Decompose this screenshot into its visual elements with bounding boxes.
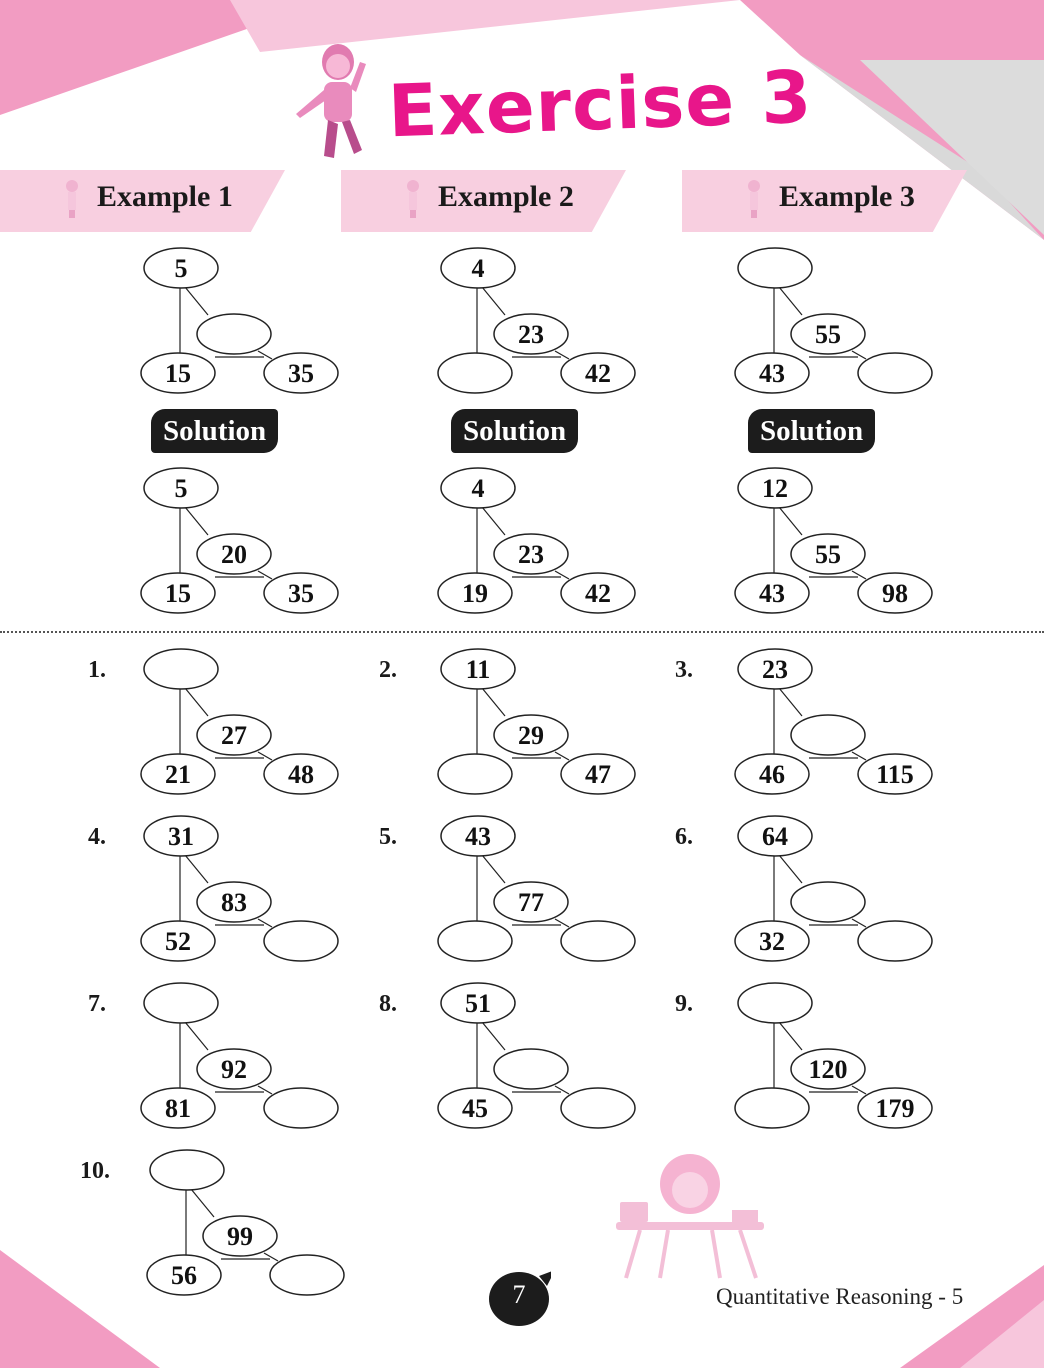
question-number: 4. [88,824,106,850]
oval-left-value: 56 [171,1261,197,1290]
oval-mid[interactable] [791,1049,865,1089]
book-title: Quantitative Reasoning - 5 [716,1284,964,1309]
oval-mid-value: 92 [221,1055,247,1084]
example-1-diagram [140,247,340,388]
oval-top-value: 4 [471,254,485,283]
oval-top[interactable] [441,649,515,689]
oval-mid-value: 29 [518,721,544,750]
oval-mid [494,534,568,574]
oval-right[interactable] [561,754,635,794]
oval-mid[interactable] [494,715,568,755]
girl-character-icon [290,42,380,164]
example-3-solution-diagram [734,467,934,608]
example-1-solution-diagram [140,467,340,608]
question-10-diagram[interactable] [146,1149,346,1290]
oval-top[interactable] [441,983,515,1023]
oval-right-value: 48 [288,760,314,789]
oval-right-value: 47 [585,760,611,789]
question-2-diagram[interactable] [437,648,637,789]
example-2-solution-diagram [437,467,637,608]
oval-top-value: 11 [465,655,491,684]
oval-right[interactable] [858,921,932,961]
oval-right[interactable] [858,1088,932,1128]
oval-right[interactable] [858,754,932,794]
section-divider [0,631,1044,633]
question-7-diagram[interactable] [140,982,340,1123]
oval-left[interactable] [438,1088,512,1128]
oval-right[interactable] [264,921,338,961]
example-3-diagram [734,247,934,388]
oval-mid[interactable] [791,882,865,922]
oval-top-value: 51 [465,989,491,1018]
solution-badge-3: Solution [748,409,875,453]
oval-top-value: 23 [762,655,788,684]
oval-left [438,353,512,393]
oval-top[interactable] [150,1150,224,1190]
question-5-diagram[interactable] [437,815,637,945]
oval-mid-value: 120 [808,1055,848,1084]
oval-left-value: 52 [165,927,191,956]
oval-mid[interactable] [203,1216,277,1256]
question-4-diagram[interactable] [140,815,340,956]
oval-right-value: 115 [876,760,914,789]
oval-left[interactable] [735,754,809,794]
oval-left-value: 32 [759,927,785,956]
oval-top [441,468,515,508]
oval-right-value: 35 [288,579,314,608]
oval-right-value: 42 [585,359,611,388]
oval-left [735,573,809,613]
question-number: 3. [675,657,693,683]
question-number: 9. [675,991,693,1017]
question-number: 8. [379,991,397,1017]
oval-top-value: 31 [168,822,194,851]
question-number: 6. [675,824,693,850]
oval-mid-value: 23 [518,540,544,569]
oval-top[interactable] [144,649,218,689]
oval-mid-value: 77 [518,888,544,917]
oval-mid[interactable] [197,1049,271,1089]
question-3-diagram[interactable] [734,648,934,789]
solution-badge-1: Solution [151,409,278,453]
oval-left [141,353,215,393]
oval-top [738,248,812,288]
oval-left-value: 21 [165,760,191,789]
oval-left [141,573,215,613]
oval-right-value: 35 [288,359,314,388]
question-6-diagram[interactable] [734,815,934,956]
question-number: 1. [88,657,106,683]
pencil-girl-icon [60,178,84,220]
oval-left[interactable] [147,1255,221,1295]
oval-right[interactable] [561,921,635,961]
oval-right-value: 42 [585,579,611,608]
oval-mid-value: 20 [221,540,247,569]
oval-left[interactable] [141,1088,215,1128]
oval-mid [197,314,271,354]
oval-top-value: 43 [465,822,491,851]
oval-mid[interactable] [494,1049,568,1089]
question-1-diagram[interactable] [140,648,340,789]
example-1-label: Example 1 [97,180,233,213]
oval-top-value: 4 [471,474,485,503]
oval-left[interactable] [735,1088,809,1128]
oval-right[interactable] [561,1088,635,1128]
example-2-diagram [437,247,637,388]
oval-right-value: 98 [882,579,908,608]
oval-left-value: 43 [759,579,785,608]
oval-top-value: 64 [762,822,788,851]
oval-left-value: 15 [165,579,191,608]
oval-top[interactable] [738,816,812,856]
oval-mid-value: 99 [227,1222,253,1251]
oval-mid-value: 55 [815,320,841,349]
oval-left-value: 46 [759,760,785,789]
oval-left [438,573,512,613]
oval-mid-value: 83 [221,888,247,917]
oval-right[interactable] [270,1255,344,1295]
oval-top[interactable] [738,983,812,1023]
oval-top [144,248,218,288]
oval-top[interactable] [144,816,218,856]
oval-top-value: 5 [174,254,188,283]
oval-mid [791,534,865,574]
oval-left[interactable] [438,754,512,794]
oval-right[interactable] [264,754,338,794]
girl-at-desk-icon [610,1150,770,1282]
question-number: 7. [88,991,106,1017]
oval-mid-value: 55 [815,540,841,569]
oval-left-value: 15 [165,359,191,388]
example-3-label: Example 3 [779,180,915,213]
oval-mid[interactable] [791,715,865,755]
oval-mid[interactable] [197,882,271,922]
oval-left [735,353,809,393]
oval-top[interactable] [738,649,812,689]
oval-left[interactable] [141,921,215,961]
oval-right [561,353,635,393]
oval-left[interactable] [141,754,215,794]
oval-top-value: 12 [762,474,788,503]
oval-right [561,573,635,613]
oval-mid [791,314,865,354]
oval-right [264,573,338,613]
oval-top-value: 5 [174,474,188,503]
oval-top[interactable] [441,816,515,856]
question-9-diagram[interactable] [734,982,934,1123]
oval-left-value: 81 [165,1094,191,1123]
oval-top [144,468,218,508]
oval-right [858,573,932,613]
page-number: 7 [512,1280,526,1309]
question-8-diagram[interactable] [437,982,637,1123]
question-number: 2. [379,657,397,683]
question-number: 5. [379,824,397,850]
oval-mid[interactable] [494,882,568,922]
oval-mid-value: 27 [221,721,247,750]
oval-mid-value: 23 [518,320,544,349]
oval-right [264,353,338,393]
oval-top[interactable] [144,983,218,1023]
oval-right-value: 179 [875,1094,915,1123]
oval-right [858,353,932,393]
oval-mid [197,534,271,574]
question-number: 10. [80,1158,110,1184]
oval-top [441,248,515,288]
solution-badge-2: Solution [451,409,578,453]
oval-left-value: 43 [759,359,785,388]
pencil-girl-icon [401,178,425,220]
page-title: Exercise 3 [386,54,814,154]
example-2-label: Example 2 [438,180,574,213]
pencil-girl-icon [742,178,766,220]
oval-left-value: 45 [462,1094,488,1123]
oval-top [738,468,812,508]
oval-mid [494,314,568,354]
oval-left[interactable] [735,921,809,961]
oval-left[interactable] [438,921,512,961]
oval-mid[interactable] [197,715,271,755]
oval-left-value: 19 [462,579,488,608]
oval-right[interactable] [264,1088,338,1128]
